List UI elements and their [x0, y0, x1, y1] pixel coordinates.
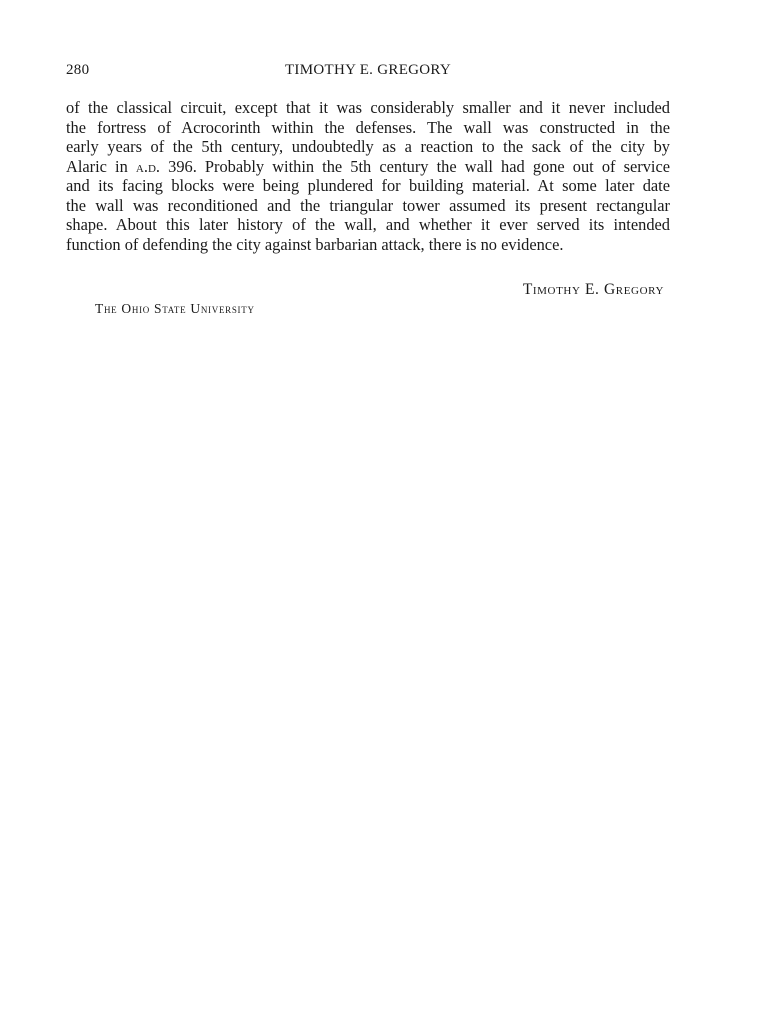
line-4-lead: Alaric in [66, 156, 136, 176]
author-affiliation: The Ohio State University [95, 301, 255, 316]
paragraph-line-4 [66, 157, 670, 177]
running-head [66, 62, 670, 84]
paragraph-line-3: early years of the 5th century, undoubtedly as a reaction to the sack of the city by [66, 137, 670, 156]
paragraph-line-2: the fortress of Acrocorinth within the defenses. The wall was constructed in the [66, 117, 670, 137]
line-4-rest: 396. Probably within the 5th century the wall had gone out of service [160, 156, 671, 176]
page-number: 280 [66, 62, 90, 78]
running-title: TIMOTHY E. GREGORY [284, 62, 452, 78]
body-paragraph [66, 98, 670, 254]
paragraph-line-6: the wall was reconditioned and the triangular tower assumed its present rectangular [66, 195, 670, 215]
paragraph-line-1: of the classical circuit, except that it was considerably smaller and it never included [66, 98, 670, 117]
paragraph-line-5: and its facing blocks were being plundered for building material. At some later date [66, 176, 670, 195]
paragraph-line-7: shape. About this later history of the wall, and whether it ever served its intended [66, 215, 670, 234]
paragraph-line-8: function of defending the city against barbarian attack, there is no evidence. [66, 234, 564, 254]
author-signature: Timothy E. Gregory [522, 281, 664, 298]
era-abbreviation: a.d. [135, 156, 161, 176]
